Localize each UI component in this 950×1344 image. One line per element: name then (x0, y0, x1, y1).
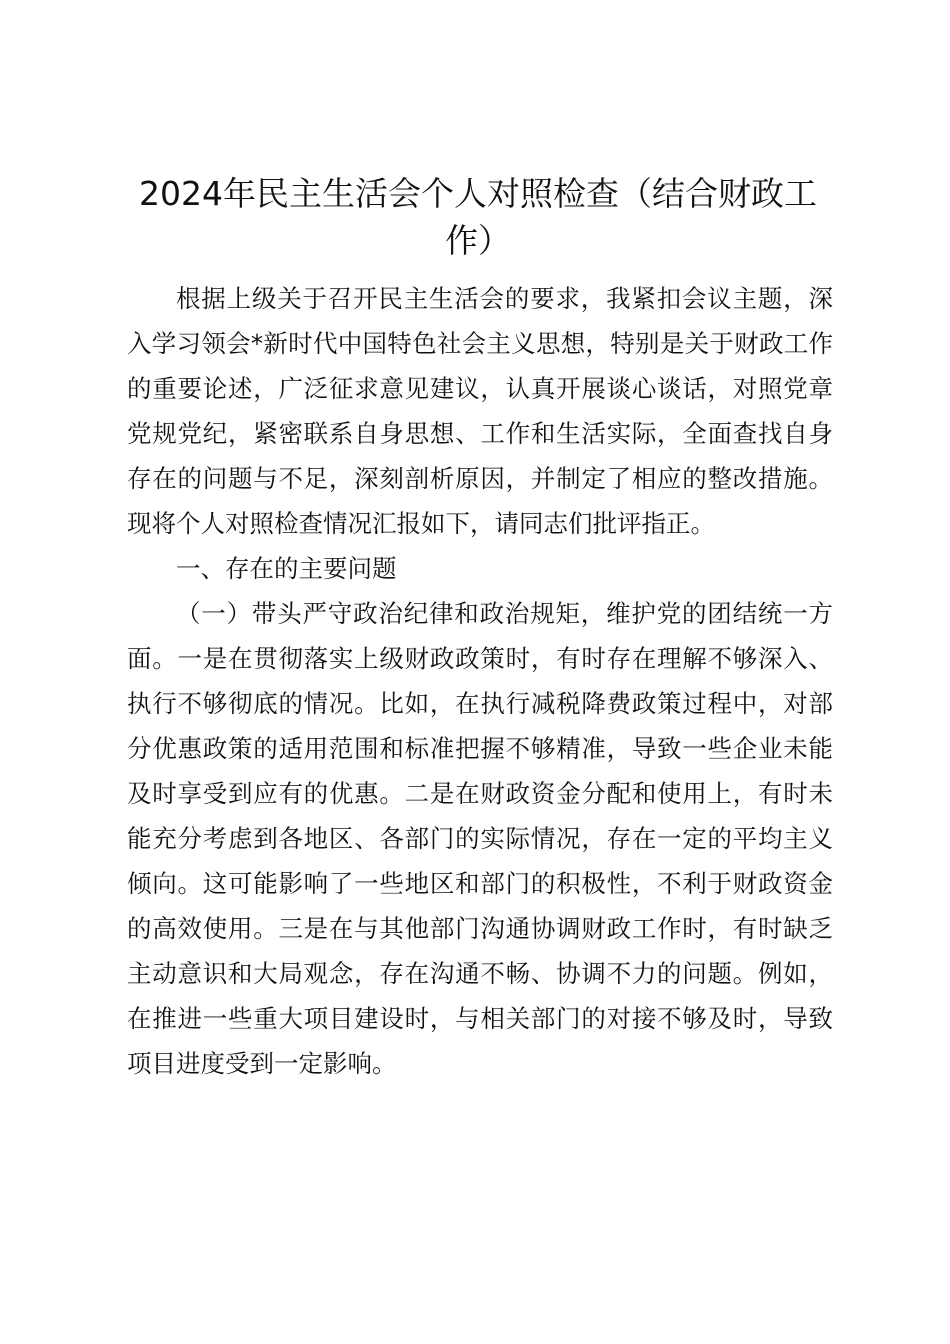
document-title: 2024年民主生活会个人对照检查（结合财政工作） (139, 174, 817, 260)
section-heading: 一、存在的主要问题 (176, 554, 397, 583)
section-paragraph: （一）带头严守政治纪律和政治规矩，维护党的团结统一方面。一是在贯彻落实上级财政政策时，有时存在理解不够深入、执行不够彻底的情况。比如，在执行减税降费政策过程中，对部分优惠政策的适用范围和标准把握不够精准，导致一些企业未能及时享受到应有的优惠。二是在财政资金分配和使用上，有时未能充分考虑到各地区、各部门的实际情况，存在一定的平均主义倾向。这可能影响了一些地区和部门的积极性，不利于财政资金的高效使用。三是在与其他部门沟通协调财政工作时，有时缺乏主动意识和大局观念，存在沟通不畅、协调不力的问题。例如，在推进一些重大项目建设时，与相关部门的对接不够及时，导致项目进度受到一定影响。 (127, 599, 833, 1078)
intro-paragraph: 根据上级关于召开民主生活会的要求，我紧扣会议主题，深入学习领会*新时代中国特色社会主义思想，特别是关于财政工作的重要论述，广泛征求意见建议，认真开展谈心谈话，对照党章党规党纪，紧密联系自身思想、工作和生活实际，全面查找自身存在的问题与不足，深刻剖析原因，并制定了相应的整改措施。现将个人对照检查情况汇报如下，请同志们批评指正。 (127, 284, 833, 538)
document-body (127, 276, 833, 1086)
